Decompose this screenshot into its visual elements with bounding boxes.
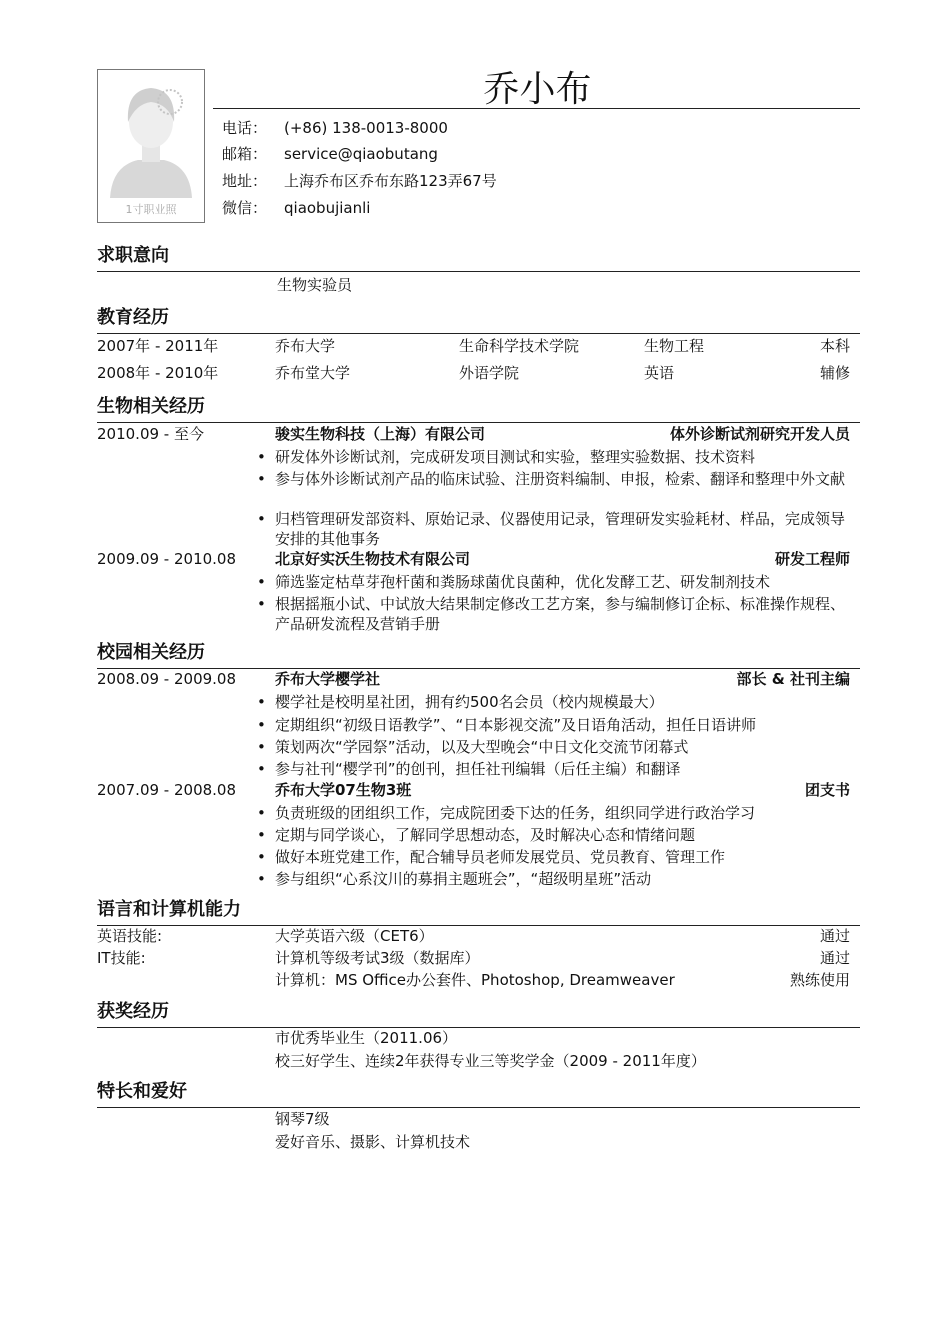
section-title: 生物相关经历	[97, 396, 205, 417]
job-header: 2007.09 - 2008.08 乔布大学07生物3班 团支书	[97, 781, 850, 799]
wechat-value: qiaobujianli	[284, 199, 371, 217]
hobby-item: 爱好音乐、摄影、计算机技术	[275, 1133, 471, 1151]
section-hobbies	[97, 1079, 860, 1109]
award-item: 市优秀毕业生（2011.06）	[275, 1029, 458, 1047]
section-title: 语言和计算机能力	[97, 899, 241, 920]
photo-caption: 1寸职业照	[125, 203, 177, 216]
skill-row: 英语技能: 大学英语六级（CET6） 通过	[97, 927, 850, 945]
objective-value: 生物实验员	[277, 276, 353, 294]
section-title: 校园相关经历	[97, 642, 205, 663]
section-campus-experience	[97, 640, 860, 670]
section-title: 教育经历	[97, 307, 169, 328]
job-header: 2010.09 - 至今 骏实生物科技（上海）有限公司 体外诊断试剂研究开发人员	[97, 425, 850, 443]
contact-wechat: 微信： qiaobujianli	[222, 199, 371, 217]
section-title: 特长和爱好	[97, 1081, 187, 1102]
section-title: 获奖经历	[97, 1001, 169, 1022]
address-value: 上海乔布区乔布东路123弄67号	[284, 172, 497, 190]
hobby-item: 钢琴7级	[275, 1110, 330, 1128]
skill-row: 计算机：MS Office办公套件、Photoshop, Dreamweaver 熟练使用	[275, 971, 850, 989]
job-header: 2008.09 - 2009.08 乔布大学樱学社 部长 & 社刊主编	[97, 670, 850, 688]
section-awards	[97, 999, 860, 1029]
email-value[interactable]: service@qiaobutang	[284, 145, 438, 163]
contact-email: 邮箱： service@qiaobutang	[222, 145, 438, 163]
section-education	[97, 305, 860, 335]
objective-row	[97, 274, 850, 296]
profile-photo	[97, 69, 205, 223]
education-row: 2007年 - 2011年 乔布大学 生命科学技术学院 生物工程 本科	[97, 337, 850, 355]
name-divider	[213, 108, 860, 109]
contact-phone: 电话： (+86) 138-0013-8000	[222, 119, 448, 137]
contact-address: 地址： 上海乔布区乔布东路123弄67号	[222, 172, 497, 190]
skill-row: IT技能: 计算机等级考试3级（数据库） 通过	[97, 949, 850, 967]
candidate-name: 乔小布	[483, 69, 592, 110]
education-row: 2008年 - 2010年 乔布堂大学 外语学院 英语 辅修	[97, 364, 850, 382]
section-objective	[97, 243, 860, 273]
section-title: 求职意向	[97, 245, 169, 266]
job-header: 2009.09 - 2010.08 北京好实沃生物技术有限公司 研发工程师	[97, 550, 850, 568]
section-skills	[97, 897, 860, 927]
award-item: 校三好学生、连续2年获得专业三等奖学金（2009 - 2011年度）	[275, 1052, 706, 1070]
phone-value[interactable]: (+86) 138-0013-8000	[284, 119, 448, 137]
section-bio-experience	[97, 394, 860, 424]
avatar-placeholder-icon	[98, 70, 204, 222]
